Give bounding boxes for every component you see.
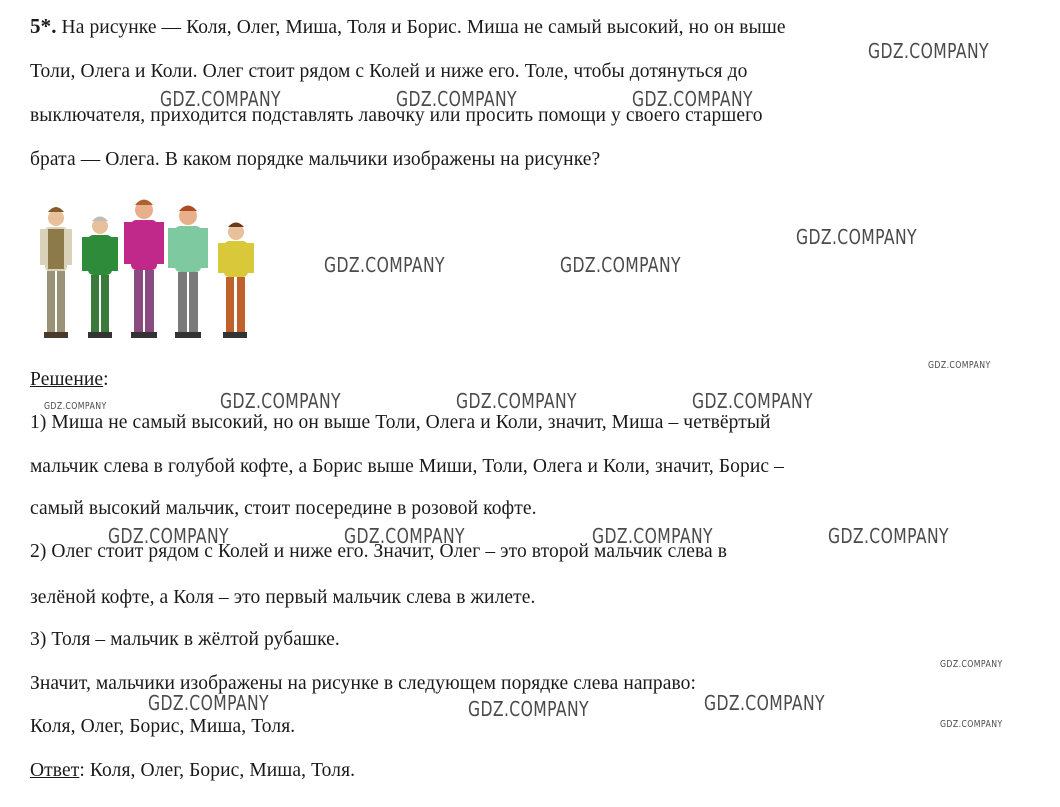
- watermark: GDZ.COMPANY: [692, 389, 813, 413]
- watermark: GDZ.COMPANY: [632, 87, 753, 111]
- problem-number: 5*.: [30, 14, 57, 38]
- watermark: GDZ.COMPANY: [940, 719, 1003, 730]
- problem-line-3: выключателя, приходится подставлять лавочку или просить помощи у своего старшего: [30, 105, 763, 126]
- watermark: GDZ.COMPANY: [148, 691, 269, 715]
- solution-heading-colon: :: [103, 369, 109, 390]
- boy-oleg-figure: [82, 217, 118, 339]
- solution-line-6: 3) Толя – мальчик в жёлтой рубашке.: [30, 629, 340, 650]
- boy-kolya-figure: [40, 207, 72, 338]
- problem-text-1: На рисунке — Коля, Олег, Миша, Толя и Борис. Миша не самый высокий, но он выше: [61, 17, 786, 38]
- watermark: GDZ.COMPANY: [868, 39, 989, 63]
- boy-boris-figure: [124, 200, 164, 339]
- watermark: GDZ.COMPANY: [396, 87, 517, 111]
- solution-heading-line: [30, 368, 109, 392]
- watermark: GDZ.COMPANY: [220, 389, 341, 413]
- watermark: GDZ.COMPANY: [108, 524, 229, 548]
- solution-line-4: 2) Олег стоит рядом с Колей и ниже его. Значит, Олег – это второй мальчик слева в: [30, 541, 728, 562]
- solution-line-3: самый высокий мальчик, стоит посередине в розовой кофте.: [30, 498, 537, 519]
- watermark: GDZ.COMPANY: [324, 253, 445, 277]
- watermark: GDZ.COMPANY: [928, 360, 991, 371]
- watermark: GDZ.COMPANY: [44, 401, 107, 412]
- answer-label-colon: :: [79, 760, 85, 781]
- watermark: GDZ.COMPANY: [560, 253, 681, 277]
- watermark: GDZ.COMPANY: [704, 691, 825, 715]
- answer-label: Ответ: [30, 760, 80, 781]
- solution-line-7: Значит, мальчики изображены на рисунке в следующем порядке слева направо:: [30, 673, 697, 694]
- solution-line-1: 1) Миша не самый высокий, но он выше Толи, Олега и Коли, значит, Миша – четвёртый: [30, 412, 771, 433]
- answer-line: [30, 759, 355, 783]
- problem-line-4: брата — Олега. В каком порядке мальчики изображены на рисунке?: [30, 149, 601, 170]
- watermark: GDZ.COMPANY: [828, 524, 949, 548]
- watermark: GDZ.COMPANY: [160, 87, 281, 111]
- solution-heading: Решение: [30, 369, 104, 390]
- problem-line-2: Толи, Олега и Коли. Олег стоит рядом с Колей и ниже его. Толе, чтобы дотянуться до: [30, 61, 748, 82]
- watermark: GDZ.COMPANY: [592, 524, 713, 548]
- solution-line-8: Коля, Олег, Борис, Миша, Толя.: [30, 716, 296, 737]
- watermark: GDZ.COMPANY: [468, 697, 589, 721]
- boy-tolya-figure: [218, 223, 254, 339]
- watermark: GDZ.COMPANY: [344, 524, 465, 548]
- boys-illustration: [36, 196, 266, 344]
- watermark: GDZ.COMPANY: [796, 225, 917, 249]
- answer-text: Коля, Олег, Борис, Миша, Толя.: [84, 760, 356, 781]
- boy-misha-figure: [168, 206, 208, 339]
- watermark: GDZ.COMPANY: [940, 659, 1003, 670]
- solution-line-5: зелёной кофте, а Коля – это первый мальчик слева в жилете.: [30, 587, 536, 608]
- problem-line-1: [30, 14, 786, 40]
- solution-line-2: мальчик слева в голубой кофте, а Борис выше Миши, Толи, Олега и Коли, значит, Борис –: [30, 456, 784, 477]
- watermark: GDZ.COMPANY: [456, 389, 577, 413]
